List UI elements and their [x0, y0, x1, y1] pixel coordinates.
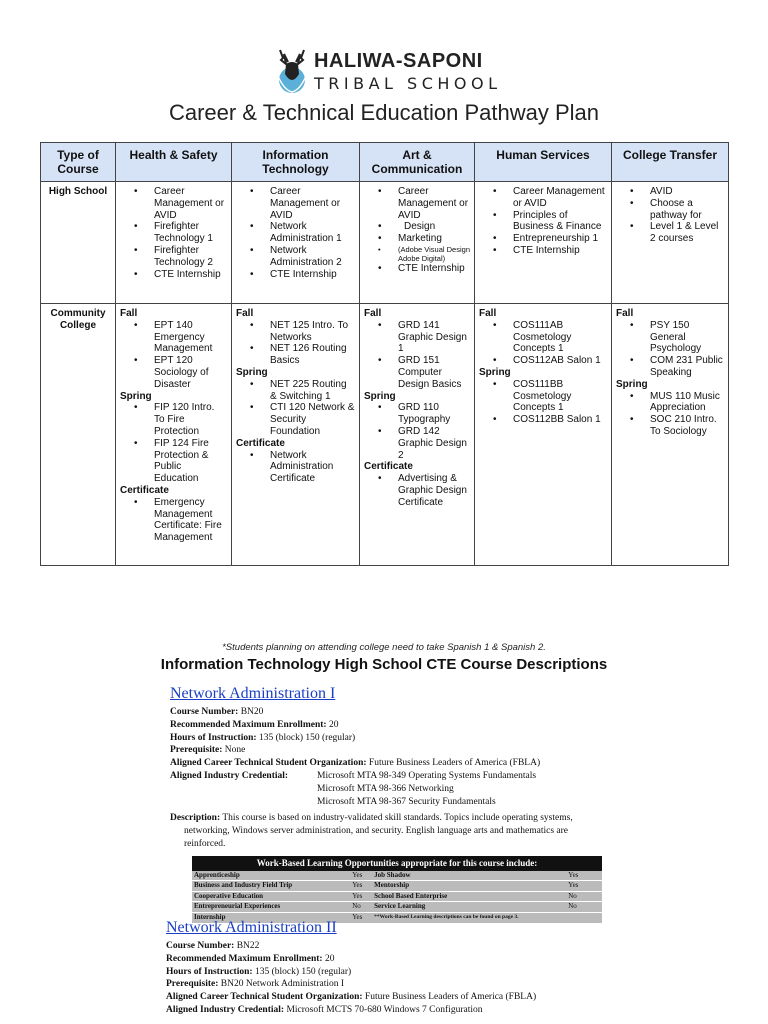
table-cell: Yes: [350, 912, 372, 923]
field-label: Aligned Industry Credential:: [166, 1004, 285, 1015]
org-line: [170, 757, 600, 770]
field-label: Prerequisite:: [170, 745, 223, 756]
term-label: Spring: [479, 366, 511, 378]
list-item: • Choose a pathway for: [626, 198, 724, 222]
field-label: Course Number:: [170, 707, 239, 717]
table-cell: [612, 304, 729, 566]
field-label: Hours of Instruction:: [166, 966, 253, 977]
school-name: HALIWA-SAPONI: [314, 50, 483, 72]
credential-line: [166, 1004, 606, 1017]
table-cell: Yes: [350, 871, 372, 881]
work-based-learning-table: [192, 856, 602, 924]
list-item: • Principles of Business & Finance: [489, 210, 607, 234]
term-label: Fall: [479, 308, 497, 319]
term-label: Fall: [364, 308, 382, 319]
list-item: • Career Management or AVID: [374, 186, 470, 221]
list-item: • Firefighter Technology 2: [130, 245, 227, 269]
list-item: • GRD 110 Typography: [374, 402, 470, 426]
list-item: • Emergency Management Certificate: Fire Management: [130, 497, 227, 544]
column-header: Information Technology: [232, 143, 360, 182]
credential-list: [317, 770, 536, 808]
list-item: • SOC 210 Intro. To Sociology: [626, 414, 724, 438]
prereq-line: [166, 978, 606, 991]
table-row: [192, 881, 602, 892]
table-row: [192, 871, 602, 881]
list-item: • COM 231 Public Speaking: [626, 355, 724, 379]
table-cell: [475, 304, 612, 566]
table-cell: Business and Industry Field Trip: [192, 881, 350, 892]
hours-line: [170, 732, 600, 745]
pathway-table: [40, 142, 729, 566]
term-label: Fall: [120, 308, 138, 319]
table-row: [41, 304, 729, 566]
table-cell: [232, 182, 360, 304]
list-item: • CTE Internship: [246, 269, 355, 281]
list-item: • Entrepreneurship 1: [489, 233, 607, 245]
field-label: Hours of Instruction:: [170, 732, 257, 743]
list-item-text: Design: [404, 221, 436, 233]
credential-value: Microsoft MCTS 70-680 Windows 7 Configuration: [286, 1004, 483, 1015]
table-cell: No: [350, 902, 372, 913]
enrollment-value: 20: [324, 953, 335, 964]
org-line: [166, 991, 606, 1004]
hours-line: [166, 966, 606, 979]
credential-item: Microsoft MTA 98-367 Security Fundamentals: [317, 796, 496, 807]
field-label: Aligned Career Technical Student Organization:: [170, 758, 367, 769]
table-cell: Apprenticeship: [192, 871, 350, 881]
school-subtitle: TRIBAL SCHOOL: [314, 74, 502, 93]
table-cell: Yes: [350, 891, 372, 902]
list-item: [374, 221, 470, 233]
list-item: • AVID: [626, 186, 724, 198]
field-label: Course Number:: [166, 941, 235, 951]
list-item-text: Adobe Digital): [398, 253, 446, 263]
table-cell: Mentorship: [372, 881, 566, 892]
table-cell: [360, 182, 475, 304]
course-number: BN22: [236, 941, 260, 951]
description-block: [170, 812, 600, 850]
description-text: networking, Windows server administration, and security. English language arts and mathematics are: [184, 826, 568, 837]
term-label: Certificate: [364, 461, 413, 473]
org-value: Future Business Leaders of America (FBLA): [368, 758, 541, 769]
course-network-admin-1: [170, 684, 600, 924]
table-cell: [360, 304, 475, 566]
prereq-value: None: [224, 745, 246, 756]
field-label: Prerequisite:: [166, 979, 219, 990]
deer-head-logo-icon: [272, 46, 312, 96]
enrollment-line: [166, 953, 606, 966]
field-label: Recommended Maximum Enrollment:: [166, 953, 323, 964]
credential-item: Microsoft MTA 98-366 Networking: [317, 783, 454, 794]
prereq-line: [170, 744, 600, 757]
column-header: Type of Course: [41, 143, 116, 182]
list-item: • GRD 142 Graphic Design 2: [374, 426, 470, 461]
table-cell: [116, 304, 232, 566]
list-item: • GRD 141 Graphic Design 1: [374, 320, 470, 355]
description-text: reinforced.: [184, 838, 226, 849]
row-header: Community College: [41, 304, 116, 566]
list-item: • COS112BB Salon 1: [489, 414, 607, 426]
field-label: Description:: [170, 813, 221, 824]
term-label: Spring: [616, 378, 648, 390]
column-header: College Transfer: [612, 143, 729, 182]
table-cell: Internship: [192, 912, 350, 923]
table-cell: Job Shadow: [372, 871, 566, 881]
table-cell: [232, 304, 360, 566]
term-label: Spring: [120, 390, 152, 402]
list-item: • GRD 151 Computer Design Basics: [374, 355, 470, 390]
list-item: • Network Administration 1: [246, 221, 355, 245]
list-item: • NET 225 Routing & Switching 1: [246, 379, 355, 403]
enrollment-value: 20: [328, 719, 339, 730]
wbl-title: Work-Based Learning Opportunities appropriate for this course include:: [192, 856, 602, 871]
table-cell: **Work-Based Learning descriptions can be found on page 3.: [372, 912, 602, 923]
list-item: • CTE Internship: [130, 269, 227, 281]
table-cell: [116, 182, 232, 304]
description-text: This course is based on industry-validated skill standards. Topics include operating systems,: [222, 813, 573, 824]
table-cell: School Based Enterprise: [372, 891, 566, 902]
term-label: Certificate: [120, 484, 169, 496]
list-item: • EPT 140 Emergency Management: [130, 320, 227, 355]
list-item: [374, 245, 470, 263]
course-number: BN20: [240, 707, 264, 717]
list-item: • FIP 120 Intro. To Fire Protection: [130, 402, 227, 437]
list-item: • Career Management or AVID: [246, 186, 355, 221]
credential-block: [170, 770, 600, 808]
table-header-row: [41, 143, 729, 182]
list-item: • NET 126 Routing Basics: [246, 343, 355, 367]
column-header: Art & Communication: [360, 143, 475, 182]
table-cell: Entrepreneurial Experiences: [192, 902, 350, 913]
list-item: • NET 125 Intro. To Networks: [246, 320, 355, 344]
row-header: High School: [41, 182, 116, 304]
list-item: • CTE Internship: [374, 263, 470, 275]
course-title-link[interactable]: Network Administration I: [170, 685, 336, 702]
term-label: Fall: [236, 308, 254, 319]
list-item: • COS111BB Cosmetology Concepts 1: [489, 379, 607, 414]
table-row: [192, 902, 602, 913]
list-item: • PSY 150 General Psychology: [626, 320, 724, 355]
document-header: [0, 46, 768, 98]
list-item-text: (Adobe Visual Design: [398, 244, 470, 254]
table-cell: Yes: [566, 871, 602, 881]
field-label: Aligned Career Technical Student Organization:: [166, 992, 363, 1003]
field-label: Aligned Industry Credential:: [170, 770, 289, 781]
list-item: • Marketing: [374, 233, 470, 245]
credential-item: Microsoft MTA 98-349 Operating Systems Fundamentals: [317, 770, 537, 781]
list-item: • Network Administration 2: [246, 245, 355, 269]
column-header: Health & Safety: [116, 143, 232, 182]
course-network-admin-2: [166, 918, 606, 1017]
list-item: • Career Management or AVID: [130, 186, 227, 221]
table-cell: Service Learning: [372, 902, 566, 913]
course-title-link[interactable]: Network Administration II: [166, 919, 337, 936]
term-label: Spring: [364, 390, 396, 402]
section-title: Information Technology High School CTE Course Descriptions: [160, 656, 608, 673]
table-cell: Cooperative Education: [192, 891, 350, 902]
table-cell: Yes: [350, 881, 372, 892]
term-label: Fall: [616, 308, 634, 319]
table-cell: No: [566, 891, 602, 902]
list-item: • COS111AB Cosmetology Concepts 1: [489, 320, 607, 355]
hours-value: 135 (block) 150 (regular): [258, 732, 356, 743]
enrollment-line: [170, 719, 600, 732]
list-item: • Level 1 & Level 2 courses: [626, 221, 724, 245]
page-title: Career & Technical Education Pathway Plan: [168, 100, 600, 125]
list-item: • EPT 120 Sociology of Disaster: [130, 355, 227, 390]
spanish-note: *Students planning on attending college need to take Spanish 1 & Spanish 2.: [222, 642, 546, 653]
table-cell: [612, 182, 729, 304]
list-item: • CTI 120 Network & Security Foundation: [246, 402, 355, 437]
list-item: • Advertising & Graphic Design Certificate: [374, 473, 470, 508]
list-item: • Career Management or AVID: [489, 186, 607, 210]
course-number-line: [166, 940, 606, 953]
table-cell: [475, 182, 612, 304]
list-item: • CTE Internship: [489, 245, 607, 257]
table-cell: No: [566, 902, 602, 913]
prereq-value: BN20 Network Administration I: [220, 979, 345, 990]
table-row: [192, 891, 602, 902]
list-item: • MUS 110 Music Appreciation: [626, 391, 724, 415]
term-label: Certificate: [236, 437, 285, 449]
field-label: Recommended Maximum Enrollment:: [170, 719, 327, 730]
table-row: [41, 182, 729, 304]
column-header: Human Services: [475, 143, 612, 182]
term-label: Spring: [236, 366, 268, 378]
list-item: • Firefighter Technology 1: [130, 221, 227, 245]
list-item: • COS112AB Salon 1: [489, 355, 607, 367]
org-value: Future Business Leaders of America (FBLA): [364, 992, 537, 1003]
table-cell: Yes: [566, 881, 602, 892]
list-item: • Network Administration Certificate: [246, 450, 355, 485]
course-number-line: [170, 706, 600, 719]
list-item: • FIP 124 Fire Protection & Public Education: [130, 438, 227, 485]
hours-value: 135 (block) 150 (regular): [254, 966, 352, 977]
